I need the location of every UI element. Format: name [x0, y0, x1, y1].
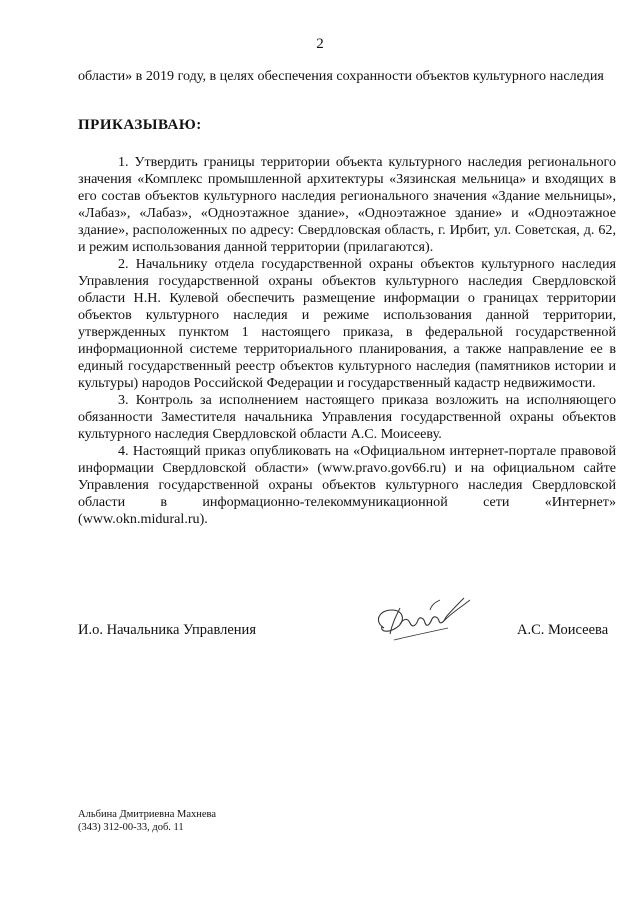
- order-heading: ПРИКАЗЫВАЮ:: [78, 117, 202, 133]
- order-item-4: 4. Настоящий приказ опубликовать на «Официальном интернет-портале правовой информации Свердловской области» (www.pravo.gov66.ru) и на официальном сайте Управления государственной охраны объектов культурного наследия Свердловской области в информационно-телекоммуникационной сети «Интернет» (www.okn.midural.ru).: [78, 443, 616, 527]
- executor-info: [78, 808, 216, 834]
- executor-phone: (343) 312-00-33, доб. 11: [78, 822, 184, 833]
- order-item-1: 1. Утвердить границы территории объекта культурного наследия регионального значения «Комплекс промышленной архитектуры «Зязинская мельница» и входящих в его состав объектов культурного наследия регионального значения «Здание мельницы», «Лабаз», «Лабаз», «Одноэтажное здание», «Одноэтажное здание» и «Одноэтажное здание», расположенных по адресу: Свердловская область, г. Ирбит, ул. Советская, д. 62, и режим использования данной территории (прилагаются).: [78, 154, 616, 255]
- order-item-3: 3. Контроль за исполнением настоящего приказа возложить на исполняющего обязанности Заместителя начальника Управления государственной охраны объектов культурного наследия Свердловской области А.С. Моисееву.: [78, 392, 616, 442]
- signatory-title: И.о. Начальника Управления: [78, 622, 256, 638]
- order-items: [78, 154, 616, 528]
- intro-paragraph: области» в 2019 году, в целях обеспечения сохранности объектов культурного наследия: [78, 68, 604, 84]
- handwritten-signature: [370, 588, 480, 653]
- order-item-2: 2. Начальнику отдела государственной охраны объектов культурного наследия Управления государственной охраны объектов культурного наследия Свердловской области Н.Н. Кулевой обеспечить размещение информации о границах территории объектов культурного наследия и режиме использования данной территории, утвержденных пунктом 1 настоящего приказа, в федеральной государственной информационной системе территориального планирования, а также направление ее в единый государственный реестр объектов культурного наследия (памятников истории и культуры) народов Российской Федерации и государственный кадастр недвижимости.: [78, 256, 616, 391]
- page-number: 2: [316, 36, 324, 52]
- executor-name: Альбина Дмитриевна Махнева: [78, 809, 217, 820]
- signatory-name: А.С. Моисеева: [517, 622, 609, 638]
